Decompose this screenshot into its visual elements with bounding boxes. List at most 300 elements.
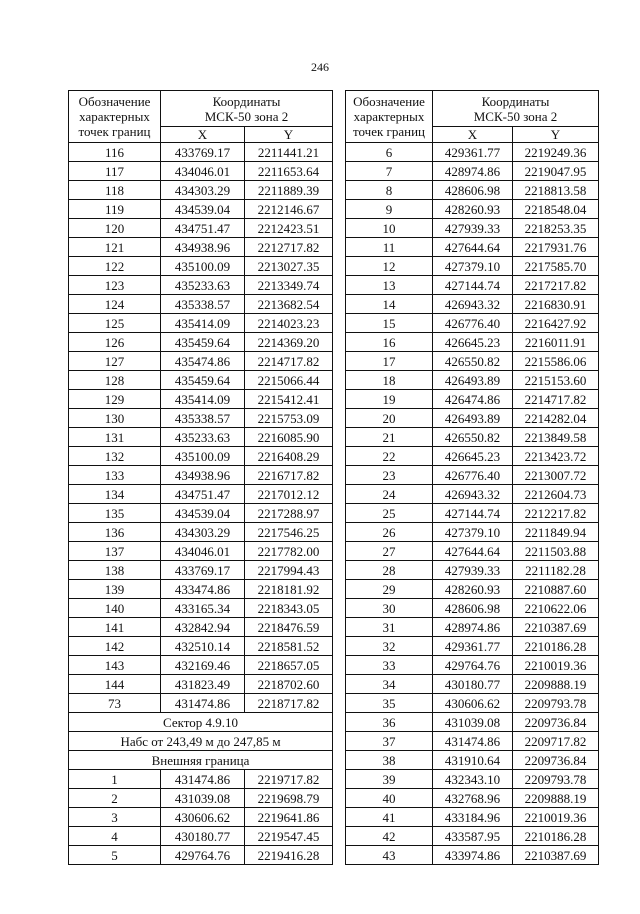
table-row	[69, 675, 333, 694]
y-coordinate-cell: 2211849.94	[513, 523, 599, 542]
point-id-cell: 120	[69, 219, 161, 238]
table-row	[346, 257, 599, 276]
table-row	[69, 504, 333, 523]
point-id-cell: 28	[346, 561, 433, 580]
y-coordinate-cell: 2216830.91	[513, 295, 599, 314]
table-row	[346, 409, 599, 428]
point-id-cell: 34	[346, 675, 433, 694]
table-row	[346, 371, 599, 390]
x-coordinate-cell: 428260.93	[433, 200, 513, 219]
x-coordinate-cell: 433587.95	[433, 827, 513, 846]
y-header: Y	[245, 127, 333, 143]
point-id-cell: 33	[346, 656, 433, 675]
table-row	[346, 504, 599, 523]
x-coordinate-cell: 435233.63	[161, 276, 245, 295]
y-coordinate-cell: 2217931.76	[513, 238, 599, 257]
x-coordinate-cell: 430180.77	[161, 827, 245, 846]
table-row	[69, 656, 333, 675]
coords-header-line: Координаты	[212, 93, 281, 109]
point-id-cell: 141	[69, 618, 161, 637]
y-coordinate-cell: 2209793.78	[513, 770, 599, 789]
y-coordinate-cell: 2209736.84	[513, 751, 599, 770]
y-coordinate-cell: 2210019.36	[513, 808, 599, 827]
table-row	[346, 637, 599, 656]
x-coordinate-cell: 434303.29	[161, 523, 245, 542]
point-id-cell: 140	[69, 599, 161, 618]
y-header: Y	[513, 127, 599, 143]
x-coordinate-cell: 426474.86	[433, 390, 513, 409]
point-id-cell: 138	[69, 561, 161, 580]
table-row	[346, 466, 599, 485]
x-coordinate-cell: 432842.94	[161, 618, 245, 637]
left-rows-lower	[69, 770, 333, 865]
point-id-cell: 4	[69, 827, 161, 846]
y-coordinate-cell: 2214717.82	[245, 352, 333, 371]
table-row	[346, 561, 599, 580]
y-coordinate-cell: 2219249.36	[513, 143, 599, 162]
point-id-cell: 40	[346, 789, 433, 808]
point-id-cell: 116	[69, 143, 161, 162]
point-id-cell: 8	[346, 181, 433, 200]
y-coordinate-cell: 2219717.82	[245, 770, 333, 789]
point-id-cell: 132	[69, 447, 161, 466]
point-id-cell: 136	[69, 523, 161, 542]
x-coordinate-cell: 431039.08	[161, 789, 245, 808]
point-id-cell: 20	[346, 409, 433, 428]
point-id-cell: 27	[346, 542, 433, 561]
table-row	[346, 808, 599, 827]
x-coordinate-cell: 435100.09	[161, 257, 245, 276]
table-row	[69, 447, 333, 466]
y-coordinate-cell: 2214282.04	[513, 409, 599, 428]
table-row	[346, 219, 599, 238]
table-row	[69, 257, 333, 276]
coordinates-table-left	[68, 90, 333, 865]
point-header-line: точек границ	[78, 124, 151, 139]
table-row	[346, 580, 599, 599]
y-coordinate-cell: 2213349.74	[245, 276, 333, 295]
point-id-cell: 9	[346, 200, 433, 219]
point-id-cell: 121	[69, 238, 161, 257]
x-coordinate-cell: 434751.47	[161, 219, 245, 238]
x-coordinate-cell: 426943.32	[433, 295, 513, 314]
point-id-cell: 130	[69, 409, 161, 428]
x-coordinate-cell: 435338.57	[161, 409, 245, 428]
y-coordinate-cell: 2209793.78	[513, 694, 599, 713]
x-coordinate-cell: 427379.10	[433, 257, 513, 276]
y-coordinate-cell: 2215586.06	[513, 352, 599, 371]
y-coordinate-cell: 2218581.52	[245, 637, 333, 656]
y-coordinate-cell: 2215153.60	[513, 371, 599, 390]
table-row	[346, 181, 599, 200]
x-coordinate-cell: 428974.86	[433, 618, 513, 637]
sector-title: Сектор 4.9.10	[69, 713, 333, 732]
point-id-cell: 17	[346, 352, 433, 371]
point-id-cell: 117	[69, 162, 161, 181]
x-coordinate-cell: 427644.64	[433, 542, 513, 561]
table-row	[346, 447, 599, 466]
table-row	[346, 599, 599, 618]
table-row	[69, 485, 333, 504]
y-coordinate-cell: 2218813.58	[513, 181, 599, 200]
y-coordinate-cell: 2209717.82	[513, 732, 599, 751]
table-row	[69, 770, 333, 789]
point-header-line: Обозначение	[78, 94, 151, 109]
y-coordinate-cell: 2216717.82	[245, 466, 333, 485]
y-coordinate-cell: 2209888.19	[513, 675, 599, 694]
x-coordinate-cell: 433769.17	[161, 561, 245, 580]
sector-range: Набс от 243,49 м до 247,85 м	[69, 732, 333, 751]
point-id-cell: 128	[69, 371, 161, 390]
right-rows	[346, 143, 599, 865]
point-id-cell: 144	[69, 675, 161, 694]
x-coordinate-cell: 430606.62	[161, 808, 245, 827]
table-row	[69, 846, 333, 865]
table-row	[346, 675, 599, 694]
x-coordinate-cell: 428606.98	[433, 181, 513, 200]
point-id-cell: 36	[346, 713, 433, 732]
table-row	[69, 523, 333, 542]
y-coordinate-cell: 2210387.69	[513, 846, 599, 865]
x-coordinate-cell: 428974.86	[433, 162, 513, 181]
table-row	[346, 238, 599, 257]
x-coordinate-cell: 427939.33	[433, 561, 513, 580]
point-id-cell: 129	[69, 390, 161, 409]
table-row	[346, 827, 599, 846]
table-row	[346, 200, 599, 219]
y-coordinate-cell: 2216011.91	[513, 333, 599, 352]
y-coordinate-cell: 2211182.28	[513, 561, 599, 580]
point-id-cell: 41	[346, 808, 433, 827]
y-coordinate-cell: 2218717.82	[245, 694, 333, 713]
x-coordinate-cell: 426645.23	[433, 447, 513, 466]
point-id-cell: 39	[346, 770, 433, 789]
point-id-cell: 1	[69, 770, 161, 789]
left-rows-upper	[69, 143, 333, 713]
table-row	[346, 656, 599, 675]
table-row	[346, 276, 599, 295]
point-id-cell: 38	[346, 751, 433, 770]
x-coordinate-cell: 434539.04	[161, 504, 245, 523]
x-coordinate-cell: 431474.86	[161, 770, 245, 789]
y-coordinate-cell: 2214369.20	[245, 333, 333, 352]
point-id-cell: 134	[69, 485, 161, 504]
point-id-cell: 30	[346, 599, 433, 618]
x-coordinate-cell: 433474.86	[161, 580, 245, 599]
table-row	[69, 409, 333, 428]
x-coordinate-cell: 432510.14	[161, 637, 245, 656]
y-coordinate-cell: 2216408.29	[245, 447, 333, 466]
y-coordinate-cell: 2217546.25	[245, 523, 333, 542]
table-row	[69, 200, 333, 219]
y-coordinate-cell: 2211503.88	[513, 542, 599, 561]
point-id-cell: 122	[69, 257, 161, 276]
y-coordinate-cell: 2219547.45	[245, 827, 333, 846]
point-id-cell: 35	[346, 694, 433, 713]
x-coordinate-cell: 435414.09	[161, 314, 245, 333]
x-coordinate-cell: 435233.63	[161, 428, 245, 447]
table-row	[346, 618, 599, 637]
table-row	[69, 827, 333, 846]
point-id-cell: 119	[69, 200, 161, 219]
x-coordinate-cell: 432768.96	[433, 789, 513, 808]
table-row	[69, 371, 333, 390]
table-row	[69, 618, 333, 637]
point-id-cell: 7	[346, 162, 433, 181]
y-coordinate-cell: 2218702.60	[245, 675, 333, 694]
y-coordinate-cell: 2214717.82	[513, 390, 599, 409]
x-coordinate-cell: 433769.17	[161, 143, 245, 162]
x-coordinate-cell: 433184.96	[433, 808, 513, 827]
point-header-line: характерных	[79, 109, 150, 124]
y-coordinate-cell: 2213423.72	[513, 447, 599, 466]
table-row	[346, 428, 599, 447]
y-coordinate-cell: 2214023.23	[245, 314, 333, 333]
y-coordinate-cell: 2219698.79	[245, 789, 333, 808]
x-coordinate-cell: 434046.01	[161, 162, 245, 181]
coords-header-line: МСК-50 зона 2	[204, 108, 289, 124]
point-id-cell: 42	[346, 827, 433, 846]
point-id-cell: 139	[69, 580, 161, 599]
x-coordinate-cell: 434938.96	[161, 238, 245, 257]
table-row	[346, 333, 599, 352]
y-coordinate-cell: 2210186.28	[513, 637, 599, 656]
table-row	[69, 789, 333, 808]
table-row	[69, 143, 333, 162]
table-row	[69, 428, 333, 447]
x-coordinate-cell: 431474.86	[161, 694, 245, 713]
point-id-cell: 118	[69, 181, 161, 200]
x-coordinate-cell: 427144.74	[433, 276, 513, 295]
point-id-cell: 29	[346, 580, 433, 599]
y-coordinate-cell: 2218181.92	[245, 580, 333, 599]
y-coordinate-cell: 2211653.64	[245, 162, 333, 181]
point-id-cell: 25	[346, 504, 433, 523]
y-coordinate-cell: 2210186.28	[513, 827, 599, 846]
x-coordinate-cell: 431474.86	[433, 732, 513, 751]
y-coordinate-cell: 2212146.67	[245, 200, 333, 219]
point-id-cell: 5	[69, 846, 161, 865]
table-row	[346, 732, 599, 751]
point-id-cell: 143	[69, 656, 161, 675]
point-id-cell: 131	[69, 428, 161, 447]
x-coordinate-cell: 426550.82	[433, 428, 513, 447]
x-coordinate-cell: 431910.64	[433, 751, 513, 770]
point-id-cell: 18	[346, 371, 433, 390]
table-row	[346, 694, 599, 713]
x-coordinate-cell: 428606.98	[433, 599, 513, 618]
y-coordinate-cell: 2216427.92	[513, 314, 599, 333]
table-row	[346, 713, 599, 732]
y-coordinate-cell: 2217994.43	[245, 561, 333, 580]
point-id-cell: 11	[346, 238, 433, 257]
boundary-label: Внешняя граница	[69, 751, 333, 770]
y-coordinate-cell: 2219641.86	[245, 808, 333, 827]
y-coordinate-cell: 2213007.72	[513, 466, 599, 485]
x-coordinate-cell: 429764.76	[433, 656, 513, 675]
y-coordinate-cell: 2215412.41	[245, 390, 333, 409]
x-coordinate-cell: 426645.23	[433, 333, 513, 352]
point-id-cell: 21	[346, 428, 433, 447]
y-coordinate-cell: 2217217.82	[513, 276, 599, 295]
table-row	[69, 637, 333, 656]
point-id-cell: 43	[346, 846, 433, 865]
table-row	[346, 314, 599, 333]
table-row	[346, 295, 599, 314]
table-row	[69, 542, 333, 561]
point-id-cell: 125	[69, 314, 161, 333]
table-row	[346, 162, 599, 181]
x-coordinate-cell: 426943.32	[433, 485, 513, 504]
point-id-cell: 37	[346, 732, 433, 751]
coords-header	[433, 91, 599, 127]
table-row	[69, 599, 333, 618]
y-coordinate-cell: 2212604.73	[513, 485, 599, 504]
point-column-header	[346, 91, 433, 143]
x-coordinate-cell: 434046.01	[161, 542, 245, 561]
x-coordinate-cell: 435414.09	[161, 390, 245, 409]
y-coordinate-cell: 2218548.04	[513, 200, 599, 219]
point-id-cell: 126	[69, 333, 161, 352]
point-id-cell: 3	[69, 808, 161, 827]
table-row	[69, 466, 333, 485]
point-id-cell: 13	[346, 276, 433, 295]
y-coordinate-cell: 2212423.51	[245, 219, 333, 238]
x-header: X	[161, 127, 245, 143]
point-id-cell: 127	[69, 352, 161, 371]
point-column-header	[69, 91, 161, 143]
x-coordinate-cell: 426493.89	[433, 371, 513, 390]
coords-header	[161, 91, 333, 127]
x-coordinate-cell: 431039.08	[433, 713, 513, 732]
point-header-line: характерных	[353, 109, 425, 124]
y-coordinate-cell: 2218343.05	[245, 599, 333, 618]
table-row	[346, 846, 599, 865]
point-id-cell: 142	[69, 637, 161, 656]
x-coordinate-cell: 432343.10	[433, 770, 513, 789]
table-row	[69, 694, 333, 713]
table-row	[69, 314, 333, 333]
point-id-cell: 31	[346, 618, 433, 637]
table-row	[346, 485, 599, 504]
x-coordinate-cell: 435459.64	[161, 371, 245, 390]
point-id-cell: 123	[69, 276, 161, 295]
table-row	[346, 352, 599, 371]
y-coordinate-cell: 2212217.82	[513, 504, 599, 523]
x-coordinate-cell: 434751.47	[161, 485, 245, 504]
point-id-cell: 32	[346, 637, 433, 656]
point-id-cell: 12	[346, 257, 433, 276]
point-id-cell: 19	[346, 390, 433, 409]
y-coordinate-cell: 2210019.36	[513, 656, 599, 675]
x-coordinate-cell: 435474.86	[161, 352, 245, 371]
point-id-cell: 135	[69, 504, 161, 523]
y-coordinate-cell: 2217012.12	[245, 485, 333, 504]
x-coordinate-cell: 426493.89	[433, 409, 513, 428]
x-coordinate-cell: 428260.93	[433, 580, 513, 599]
x-coordinate-cell: 426776.40	[433, 314, 513, 333]
point-id-cell: 15	[346, 314, 433, 333]
y-coordinate-cell: 2217288.97	[245, 504, 333, 523]
table-row	[69, 219, 333, 238]
y-coordinate-cell: 2216085.90	[245, 428, 333, 447]
x-coordinate-cell: 435338.57	[161, 295, 245, 314]
x-coordinate-cell: 435100.09	[161, 447, 245, 466]
table-row	[69, 808, 333, 827]
y-coordinate-cell: 2210622.06	[513, 599, 599, 618]
table-row	[346, 770, 599, 789]
x-coordinate-cell: 434938.96	[161, 466, 245, 485]
point-id-cell: 133	[69, 466, 161, 485]
coords-header-line: МСК-50 зона 2	[473, 108, 558, 124]
table-row	[69, 238, 333, 257]
table-row	[346, 542, 599, 561]
coordinates-table-right	[345, 90, 599, 865]
y-coordinate-cell: 2219416.28	[245, 846, 333, 865]
y-coordinate-cell: 2215753.09	[245, 409, 333, 428]
table-row	[346, 789, 599, 808]
coords-header-line: Координаты	[481, 93, 550, 109]
y-coordinate-cell: 2218253.35	[513, 219, 599, 238]
x-coordinate-cell: 433165.34	[161, 599, 245, 618]
point-id-cell: 2	[69, 789, 161, 808]
x-coordinate-cell: 432169.46	[161, 656, 245, 675]
x-coordinate-cell: 427144.74	[433, 504, 513, 523]
x-coordinate-cell: 430180.77	[433, 675, 513, 694]
y-coordinate-cell: 2211889.39	[245, 181, 333, 200]
y-coordinate-cell: 2211441.21	[245, 143, 333, 162]
table-row	[69, 390, 333, 409]
table-row	[69, 276, 333, 295]
point-id-cell: 14	[346, 295, 433, 314]
point-header-line: точек границ	[352, 124, 426, 139]
table-row	[69, 561, 333, 580]
y-coordinate-cell: 2213027.35	[245, 257, 333, 276]
x-header: X	[433, 127, 513, 143]
x-coordinate-cell: 429361.77	[433, 143, 513, 162]
point-id-cell: 16	[346, 333, 433, 352]
page-number: 246	[311, 60, 329, 74]
table-row	[69, 181, 333, 200]
point-id-cell: 24	[346, 485, 433, 504]
sector-block	[69, 713, 333, 770]
y-coordinate-cell: 2218657.05	[245, 656, 333, 675]
y-coordinate-cell: 2219047.95	[513, 162, 599, 181]
x-coordinate-cell: 435459.64	[161, 333, 245, 352]
table-row	[69, 295, 333, 314]
table-row	[69, 162, 333, 181]
y-coordinate-cell: 2210387.69	[513, 618, 599, 637]
y-coordinate-cell: 2215066.44	[245, 371, 333, 390]
y-coordinate-cell: 2209888.19	[513, 789, 599, 808]
x-coordinate-cell: 427379.10	[433, 523, 513, 542]
x-coordinate-cell: 426550.82	[433, 352, 513, 371]
point-id-cell: 10	[346, 219, 433, 238]
x-coordinate-cell: 433974.86	[433, 846, 513, 865]
y-coordinate-cell: 2210887.60	[513, 580, 599, 599]
y-coordinate-cell: 2212717.82	[245, 238, 333, 257]
y-coordinate-cell: 2213849.58	[513, 428, 599, 447]
table-row	[69, 580, 333, 599]
table-row	[346, 143, 599, 162]
table-row	[69, 352, 333, 371]
x-coordinate-cell: 434303.29	[161, 181, 245, 200]
y-coordinate-cell: 2209736.84	[513, 713, 599, 732]
point-id-cell: 73	[69, 694, 161, 713]
table-row	[69, 333, 333, 352]
table-row	[346, 390, 599, 409]
x-coordinate-cell: 429361.77	[433, 637, 513, 656]
